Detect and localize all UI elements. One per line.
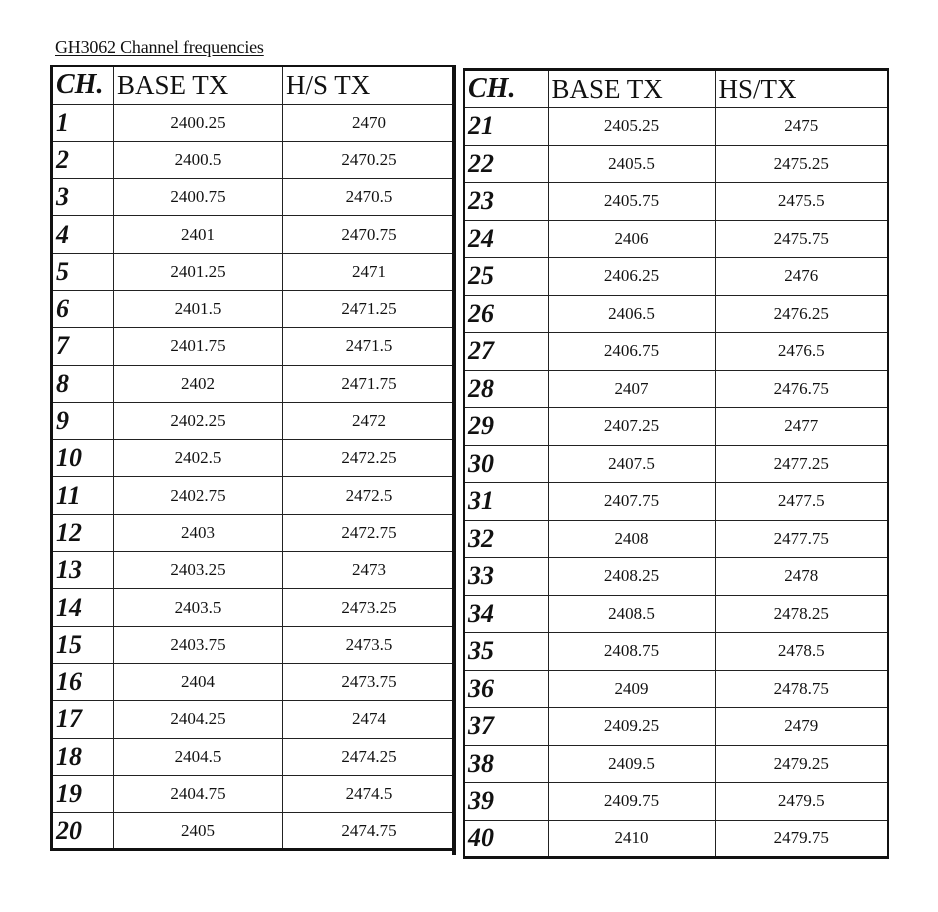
table-row (464, 745, 888, 783)
hs-tx-cell: 2471.75 (283, 365, 456, 402)
table-row (464, 520, 888, 558)
channel-table-left (50, 65, 456, 851)
table-row (52, 477, 456, 514)
hs-tx-cell: 2474 (283, 701, 456, 738)
base-tx-cell: 2405.25 (548, 108, 715, 146)
table-row (464, 108, 888, 146)
hs-tx-cell: 2473.5 (283, 626, 456, 663)
table-row (464, 633, 888, 671)
hs-tx-cell: 2476.25 (715, 295, 888, 333)
table-row (52, 552, 456, 589)
table-row (464, 670, 888, 708)
hs-tx-cell: 2477 (715, 408, 888, 446)
base-tx-cell: 2401.25 (114, 253, 283, 290)
hs-tx-cell: 2471.5 (283, 328, 456, 365)
channel-number-cell: 30 (464, 445, 548, 483)
hs-tx-cell: 2472.25 (283, 440, 456, 477)
channel-number-cell: 12 (52, 514, 114, 551)
channel-number-cell: 37 (464, 708, 548, 746)
channel-number-cell: 3 (52, 179, 114, 216)
base-tx-cell: 2409.75 (548, 783, 715, 821)
hs-tx-cell: 2475.75 (715, 220, 888, 258)
channel-number-cell: 9 (52, 402, 114, 439)
base-tx-cell: 2403.25 (114, 552, 283, 589)
channel-number-cell: 29 (464, 408, 548, 446)
table-row (464, 183, 888, 221)
table-row (464, 558, 888, 596)
hs-tx-cell: 2470.75 (283, 216, 456, 253)
hs-tx-cell: 2478.75 (715, 670, 888, 708)
table-row (52, 402, 456, 439)
hs-tx-cell: 2479.75 (715, 820, 888, 858)
table-row (464, 295, 888, 333)
hs-tx-cell: 2472.75 (283, 514, 456, 551)
table-row (52, 328, 456, 365)
base-tx-cell: 2408.75 (548, 633, 715, 671)
base-tx-cell: 2408.5 (548, 595, 715, 633)
base-tx-cell: 2404 (114, 663, 283, 700)
channel-number-cell: 32 (464, 520, 548, 558)
table-row (52, 179, 456, 216)
hs-tx-cell: 2476.75 (715, 370, 888, 408)
hs-tx-cell: 2478.5 (715, 633, 888, 671)
channel-number-cell: 5 (52, 253, 114, 290)
table-row (464, 708, 888, 746)
channel-number-cell: 21 (464, 108, 548, 146)
hs-tx-cell: 2475 (715, 108, 888, 146)
hs-tx-cell: 2475.25 (715, 145, 888, 183)
table-row (464, 820, 888, 858)
hs-tx-cell: 2477.5 (715, 483, 888, 521)
base-tx-cell: 2408 (548, 520, 715, 558)
base-tx-cell: 2407.25 (548, 408, 715, 446)
base-tx-cell: 2403.75 (114, 626, 283, 663)
channel-number-cell: 6 (52, 290, 114, 327)
channel-number-cell: 27 (464, 333, 548, 371)
table-row (464, 258, 888, 296)
hs-tx-cell: 2479.25 (715, 745, 888, 783)
channel-number-cell: 26 (464, 295, 548, 333)
channel-number-cell: 35 (464, 633, 548, 671)
table-row (52, 440, 456, 477)
base-tx-cell: 2404.25 (114, 701, 283, 738)
table-row (52, 701, 456, 738)
table-row (52, 514, 456, 551)
channel-table-right (463, 68, 889, 859)
base-tx-cell: 2406.5 (548, 295, 715, 333)
table-row (464, 783, 888, 821)
hs-tx-column-header: H/S TX (283, 66, 456, 104)
table-row (52, 253, 456, 290)
base-tx-cell: 2406.25 (548, 258, 715, 296)
hs-tx-cell: 2474.25 (283, 738, 456, 775)
table-row (52, 290, 456, 327)
hs-tx-cell: 2479.5 (715, 783, 888, 821)
table-row (464, 445, 888, 483)
channel-number-cell: 22 (464, 145, 548, 183)
channel-number-cell: 33 (464, 558, 548, 596)
base-tx-column-header: BASE TX (548, 70, 715, 108)
table-row (464, 483, 888, 521)
base-tx-cell: 2408.25 (548, 558, 715, 596)
table-row (464, 220, 888, 258)
ch-column-header: CH. (52, 66, 114, 104)
hs-tx-cell: 2478.25 (715, 595, 888, 633)
base-tx-cell: 2405.5 (548, 145, 715, 183)
hs-tx-cell: 2474.5 (283, 775, 456, 812)
table-row (52, 141, 456, 178)
base-tx-cell: 2407 (548, 370, 715, 408)
channel-number-cell: 23 (464, 183, 548, 221)
table-row (464, 370, 888, 408)
hs-tx-cell: 2476.5 (715, 333, 888, 371)
hs-tx-cell: 2476 (715, 258, 888, 296)
channel-number-cell: 4 (52, 216, 114, 253)
base-tx-cell: 2409 (548, 670, 715, 708)
channel-number-cell: 7 (52, 328, 114, 365)
base-tx-cell: 2404.5 (114, 738, 283, 775)
channel-number-cell: 13 (52, 552, 114, 589)
base-tx-column-header: BASE TX (114, 66, 283, 104)
channel-number-cell: 15 (52, 626, 114, 663)
channel-number-cell: 34 (464, 595, 548, 633)
hs-tx-column-header: HS/TX (715, 70, 888, 108)
base-tx-cell: 2407.75 (548, 483, 715, 521)
base-tx-cell: 2409.5 (548, 745, 715, 783)
base-tx-cell: 2405 (114, 813, 283, 850)
base-tx-cell: 2402.75 (114, 477, 283, 514)
hs-tx-cell: 2473.25 (283, 589, 456, 626)
table-header-row (464, 70, 888, 108)
ch-column-header: CH. (464, 70, 548, 108)
base-tx-cell: 2402.5 (114, 440, 283, 477)
table-row (52, 216, 456, 253)
channel-number-cell: 11 (52, 477, 114, 514)
table-row (52, 626, 456, 663)
hs-tx-cell: 2475.5 (715, 183, 888, 221)
base-tx-cell: 2406 (548, 220, 715, 258)
table-row (464, 595, 888, 633)
table-row (52, 663, 456, 700)
base-tx-cell: 2402.25 (114, 402, 283, 439)
channel-number-cell: 38 (464, 745, 548, 783)
channel-number-cell: 18 (52, 738, 114, 775)
channel-number-cell: 2 (52, 141, 114, 178)
hs-tx-cell: 2472 (283, 402, 456, 439)
base-tx-cell: 2402 (114, 365, 283, 402)
base-tx-cell: 2401.75 (114, 328, 283, 365)
table-row (52, 104, 456, 141)
base-tx-cell: 2401 (114, 216, 283, 253)
channel-number-cell: 28 (464, 370, 548, 408)
table-row (52, 813, 456, 850)
table-divider (452, 65, 456, 855)
hs-tx-cell: 2478 (715, 558, 888, 596)
base-tx-cell: 2401.5 (114, 290, 283, 327)
table-row (52, 775, 456, 812)
hs-tx-cell: 2474.75 (283, 813, 456, 850)
base-tx-cell: 2406.75 (548, 333, 715, 371)
table-row (52, 365, 456, 402)
channel-number-cell: 20 (52, 813, 114, 850)
channel-number-cell: 8 (52, 365, 114, 402)
table-header-row (52, 66, 456, 104)
base-tx-cell: 2400.75 (114, 179, 283, 216)
hs-tx-cell: 2470.25 (283, 141, 456, 178)
channel-number-cell: 25 (464, 258, 548, 296)
table-row (52, 589, 456, 626)
hs-tx-cell: 2477.25 (715, 445, 888, 483)
base-tx-cell: 2410 (548, 820, 715, 858)
channel-number-cell: 31 (464, 483, 548, 521)
base-tx-cell: 2403.5 (114, 589, 283, 626)
hs-tx-cell: 2477.75 (715, 520, 888, 558)
hs-tx-cell: 2470 (283, 104, 456, 141)
channel-number-cell: 17 (52, 701, 114, 738)
table-row (464, 145, 888, 183)
hs-tx-cell: 2472.5 (283, 477, 456, 514)
base-tx-cell: 2403 (114, 514, 283, 551)
hs-tx-cell: 2471 (283, 253, 456, 290)
channel-number-cell: 19 (52, 775, 114, 812)
channel-number-cell: 14 (52, 589, 114, 626)
hs-tx-cell: 2473.75 (283, 663, 456, 700)
channel-number-cell: 40 (464, 820, 548, 858)
hs-tx-cell: 2470.5 (283, 179, 456, 216)
table-row (464, 408, 888, 446)
channel-number-cell: 16 (52, 663, 114, 700)
hs-tx-cell: 2473 (283, 552, 456, 589)
channel-number-cell: 24 (464, 220, 548, 258)
channel-number-cell: 1 (52, 104, 114, 141)
base-tx-cell: 2409.25 (548, 708, 715, 746)
channel-number-cell: 10 (52, 440, 114, 477)
base-tx-cell: 2405.75 (548, 183, 715, 221)
channel-number-cell: 39 (464, 783, 548, 821)
channel-number-cell: 36 (464, 670, 548, 708)
base-tx-cell: 2400.5 (114, 141, 283, 178)
base-tx-cell: 2404.75 (114, 775, 283, 812)
table-row (52, 738, 456, 775)
document-title: GH3062 Channel frequencies (55, 37, 264, 57)
hs-tx-cell: 2471.25 (283, 290, 456, 327)
base-tx-cell: 2400.25 (114, 104, 283, 141)
table-row (464, 333, 888, 371)
base-tx-cell: 2407.5 (548, 445, 715, 483)
hs-tx-cell: 2479 (715, 708, 888, 746)
